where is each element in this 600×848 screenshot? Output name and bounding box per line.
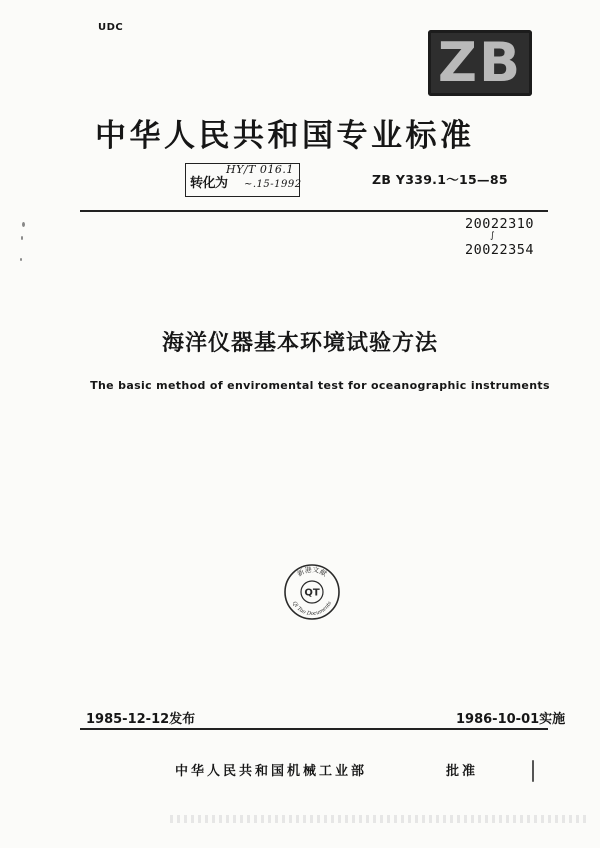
seal-center-text: QT xyxy=(304,587,320,599)
bottom-divider xyxy=(80,728,548,730)
classification-code-separator: ∫ xyxy=(490,231,495,241)
conversion-handwritten-line2: ~.15-1992 xyxy=(244,179,302,190)
top-divider xyxy=(80,210,548,212)
seal-bottom-text: Qi Tao Documents xyxy=(290,600,334,618)
scan-speck xyxy=(532,760,534,782)
library-seal xyxy=(283,563,341,621)
zb-logo: ZB xyxy=(428,30,532,96)
issue-date: 1985-12-12发布 xyxy=(86,712,196,727)
classification-code-end: 20022354 xyxy=(465,242,535,258)
approving-authority: 中华人民共和国机械工业部 xyxy=(175,764,368,779)
seal-top-text: 新港文献 xyxy=(295,565,329,579)
scan-speck xyxy=(20,258,22,261)
conversion-stamp-label: 转化为 xyxy=(190,176,228,191)
header-title: 中华人民共和国专业标准 xyxy=(95,118,475,154)
scan-speck xyxy=(21,236,23,240)
scan-noise-band xyxy=(170,815,590,823)
conversion-handwritten-line1: HY/T 016.1 xyxy=(226,163,294,176)
scan-speck xyxy=(22,222,25,227)
approve-label: 批准 xyxy=(446,764,479,779)
classification-code-start: 20022310 xyxy=(465,216,535,232)
document-title: 海洋仪器基本环境试验方法 xyxy=(161,331,438,356)
implementation-date: 1986-10-01实施 xyxy=(456,712,566,727)
udc-label: UDC xyxy=(98,22,124,33)
document-title-english: The basic method of enviromental test for oceanographic instruments xyxy=(90,379,550,392)
standard-number: ZB Y339.1～15—85 xyxy=(372,172,508,187)
